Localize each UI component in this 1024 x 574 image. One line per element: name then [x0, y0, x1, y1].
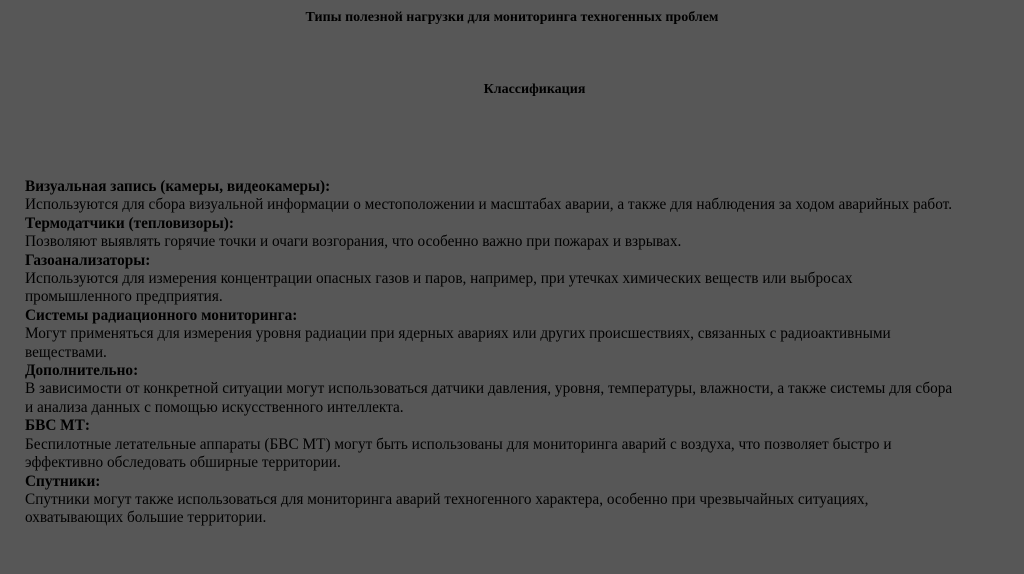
item-heading: Газоанализаторы:: [25, 251, 151, 269]
item-text: Позволяют выявлять горячие точки и очаги возгорания, что особенно важно при пожарах и взрывах.: [25, 233, 682, 251]
list-item-radiation: [25, 307, 955, 362]
item-text: Используются для измерения концентрации опасных газов и паров, например, при утечках химических веществ или выбросах промышленного предприятия.: [25, 270, 853, 306]
payload-list: [25, 178, 955, 528]
item-heading: Спутники:: [25, 472, 101, 490]
item-heading: Визуальная запись (камеры, видеокамеры):: [25, 178, 331, 195]
slide-subtitle: Классификация: [483, 82, 586, 97]
list-item-gas: [25, 252, 955, 307]
list-item-visual: [25, 178, 955, 215]
item-text: Могут применяться для измерения уровня радиации при ядерных авариях или других происшествиях, связанных с радиоактивными веществами.: [25, 325, 891, 361]
item-heading: БВС МТ:: [25, 417, 90, 435]
item-heading: Термодатчики (тепловизоры):: [25, 214, 234, 232]
slide-title: Типы полезной нагрузки для мониторинга техногенных проблем: [305, 10, 719, 25]
item-heading: Системы радиационного мониторинга:: [25, 306, 298, 324]
item-text: Используются для сбора визуальной информации о местоположении и масштабах аварии, а также для наблюдения за ходом аварийных работ.: [25, 196, 953, 214]
item-text: Спутники могут также использоваться для мониторинга аварий техногенного характера, особенно при чрезвычайных ситуациях, охватывающих большие территории.: [25, 490, 869, 527]
item-heading: Дополнительно:: [25, 362, 139, 380]
item-text: В зависимости от конкретной ситуации могут использоваться датчики давления, уровня, температуры, влажности, а также системы для сбора и анализа данных с помощью искусственного интеллекта.: [25, 380, 953, 416]
list-item-satellites: [25, 473, 955, 528]
list-item-uav: [25, 417, 955, 472]
item-text: Беспилотные летательные аппараты (БВС МТ) могут быть использованы для мониторинга аварий с воздуха, что позволяет быстро и эффективно обследовать обширные территории.: [25, 435, 892, 472]
list-item-thermal: [25, 215, 955, 252]
list-item-additional: [25, 362, 955, 417]
